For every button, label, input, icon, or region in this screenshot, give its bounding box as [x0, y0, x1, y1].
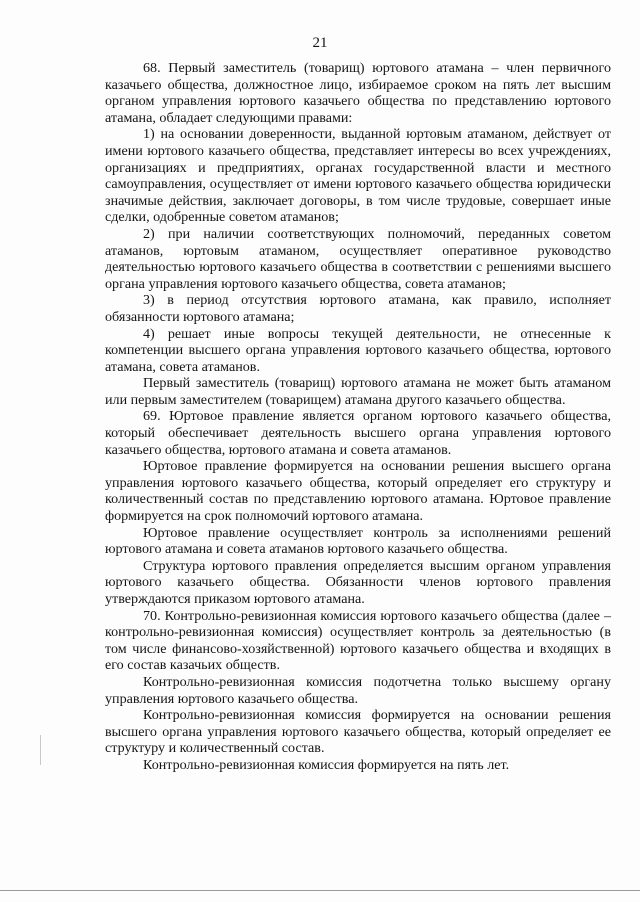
scan-margin-mark	[40, 735, 41, 765]
paragraph-70-formation: Контрольно-ревизионная комиссия формируется на основании решения высшего органа управления юртового казачьего общества, который определяет ее структуру и количественный состав.	[105, 707, 611, 757]
paragraph-70-accountability: Контрольно-ревизионная комиссия подотчетна только высшему органу управления юртового казачьего общества.	[105, 673, 611, 707]
paragraph-68-item-2: 2) при наличии соответствующих полномочий, переданных советом атаманов, юртовым атаманом, осуществляет оперативное руководство деятельностью юртового казачьего общества в соответствии с решениями высшего органа управления юртового казачьего общества, совета атаманов;	[105, 225, 611, 292]
paragraph-69-formation: Юртовое правление формируется на основании решения высшего органа управления юртового казачьего общества, который определяет его структуру и количественный состав по представлению юртового атамана. Юртовое правление формируется на срок полномочий юртового атамана.	[105, 458, 611, 525]
paragraph-69-structure: Структура юртового правления определяется высшим органом управления юртового казачьего общества. Обязанности членов юртового правления утверждаются приказом юртового атамана.	[105, 557, 611, 607]
paragraph-69-intro: 69. Юртовое правление является органом юртового казачьего общества, который обеспечивает деятельность высшего органа управления юртового казачьего общества, юртового атамана и совета атаманов.	[105, 408, 611, 458]
paragraph-70-intro: 70. Контрольно-ревизионная комиссия юртового казачьего общества (далее – контрольно-ревизионная комиссия) осуществляет контроль за деятельностью (в том числе финансово-хозяйственной) юртового казачьего общества и входящих в его состав казачьих обществ.	[105, 607, 611, 674]
document-body	[105, 60, 611, 774]
paragraph-68-item-1: 1) на основании доверенности, выданной юртовым атаманом, действует от имени юртового казачьего общества, представляет интересы во всех учреждениях, организациях и предприятиях, органах государственной власти и местного самоуправления, осуществляет от имени юртового казачьего общества юридически значимые действия, заключает договоры, в том числе трудовые, совершает иные сделки, одобренные советом атаманов;	[105, 126, 611, 226]
paragraph-68-item-4: 4) решает иные вопросы текущей деятельности, не отнесенные к компетенции высшего органа управления юртового казачьего общества, юртового атамана, совета атаманов.	[105, 325, 611, 375]
paragraph-69-control: Юртовое правление осуществляет контроль за исполнениями решений юртового атамана и совета атаманов юртового казачьего общества.	[105, 524, 611, 558]
paragraph-68-intro: 68. Первый заместитель (товарищ) юртового атамана – член первичного казачьего общества, должностное лицо, избираемое сроком на пять лет высшим органом управления юртового казачьего общества по представлению юртового атамана, обладает следующими правами:	[105, 60, 611, 126]
scan-bottom-edge	[0, 890, 640, 891]
page-number: 21	[312, 35, 328, 51]
paragraph-68-item-3: 3) в период отсутствия юртового атамана, как правило, исполняет обязанности юртового атамана;	[105, 292, 611, 325]
paragraph-68-restriction: Первый заместитель (товарищ) юртового атамана не может быть атаманом или первым заместителем (товарищем) атамана другого казачьего общества.	[105, 375, 611, 408]
paragraph-70-term: Контрольно-ревизионная комиссия формируется на пять лет.	[143, 756, 510, 773]
